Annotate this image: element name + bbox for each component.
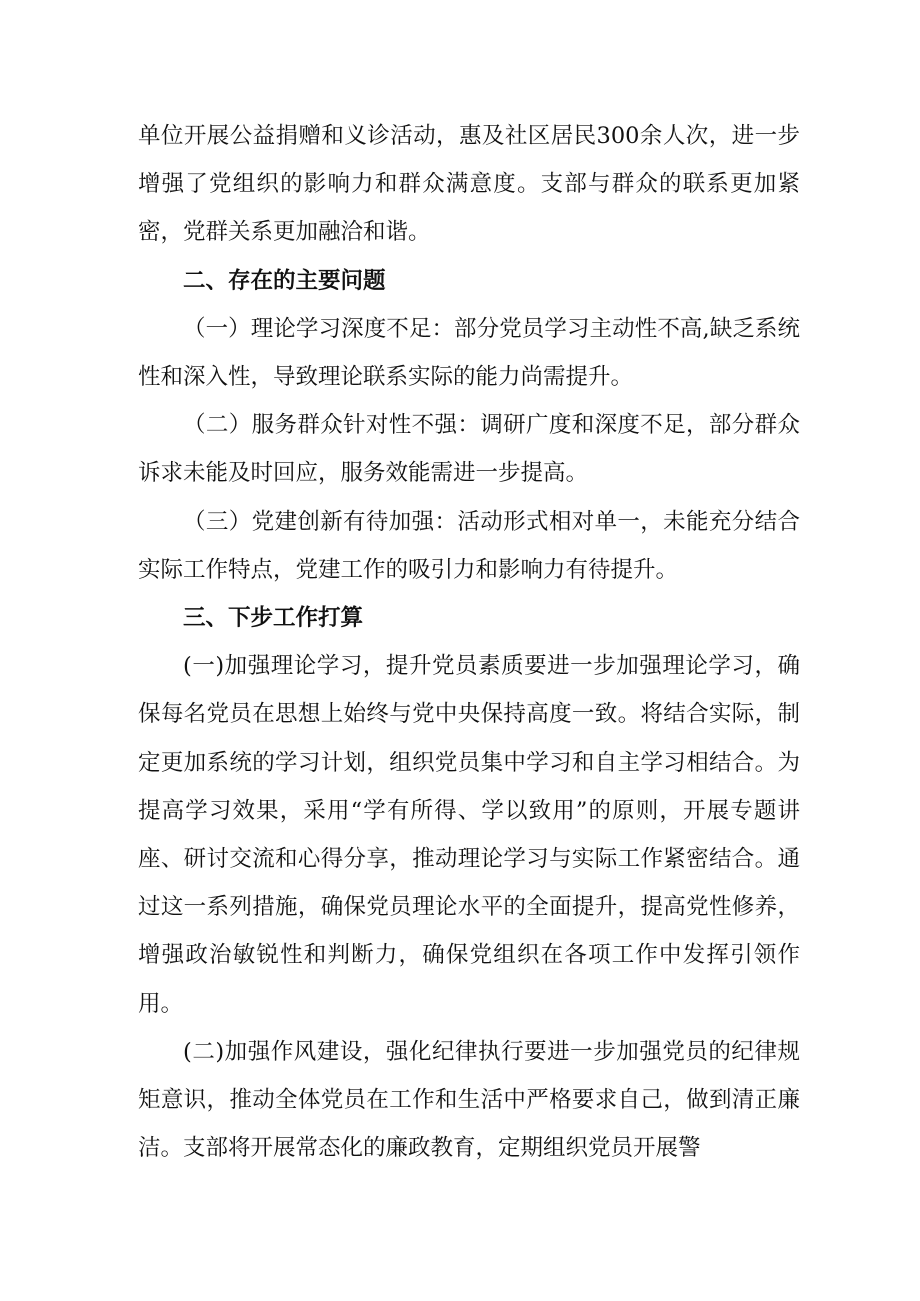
paragraph-problem-2: （二）服务群众针对性不强：调研广度和深度不足，部分群众诉求未能及时回应，服务效能需进一步提高。: [138, 412, 800, 487]
section-heading-next-steps: 三、下步工作打算: [183, 605, 364, 632]
paragraph-problem-3: （三）党建创新有待加强：活动形式相对单一，未能充分结合实际工作特点，党建工作的吸引力和影响力有待提升。: [138, 508, 800, 583]
paragraph-plan-2: (二)加强作风建设，强化纪律执行要进一步加强党员的纪律规矩意识，推动全体党员在工作和生活中严格要求自己，做到清正廉洁。支部将开展常态化的廉政教育，定期组织党员开展警: [138, 1038, 800, 1162]
document-body: [138, 112, 800, 1172]
paragraph-continuation: 单位开展公益捐赠和义诊活动，惠及社区居民300余人次，进一步增强了党组织的影响力和群众满意度。支部与群众的联系更加紧密，党群关系更加融洽和谐。: [138, 123, 800, 246]
section-heading-problems: 二、存在的主要问题: [183, 267, 386, 294]
paragraph-problem-1: （一）理论学习深度不足：部分党员学习主动性不高,缺乏系统性和深入性，导致理论联系实际的能力尚需提升。: [138, 315, 800, 391]
paragraph-plan-1: (一)加强理论学习，提升党员素质要进一步加强理论学习，确保每名党员在思想上始终与党中央保持高度一致。将结合实际，制定更加系统的学习计划，组织党员集中学习和自主学习相结合。为提高学习效果，采用“学有所得、学以致用”的原则，开展专题讲座、研讨交流和心得分享，推动理论学习与实际工作紧密结合。通过这一系列措施，确保党员理论水平的全面提升，提高党性修养，增强政治敏锐性和判断力，确保党组织在各项工作中发挥引领作用。: [138, 653, 800, 1017]
